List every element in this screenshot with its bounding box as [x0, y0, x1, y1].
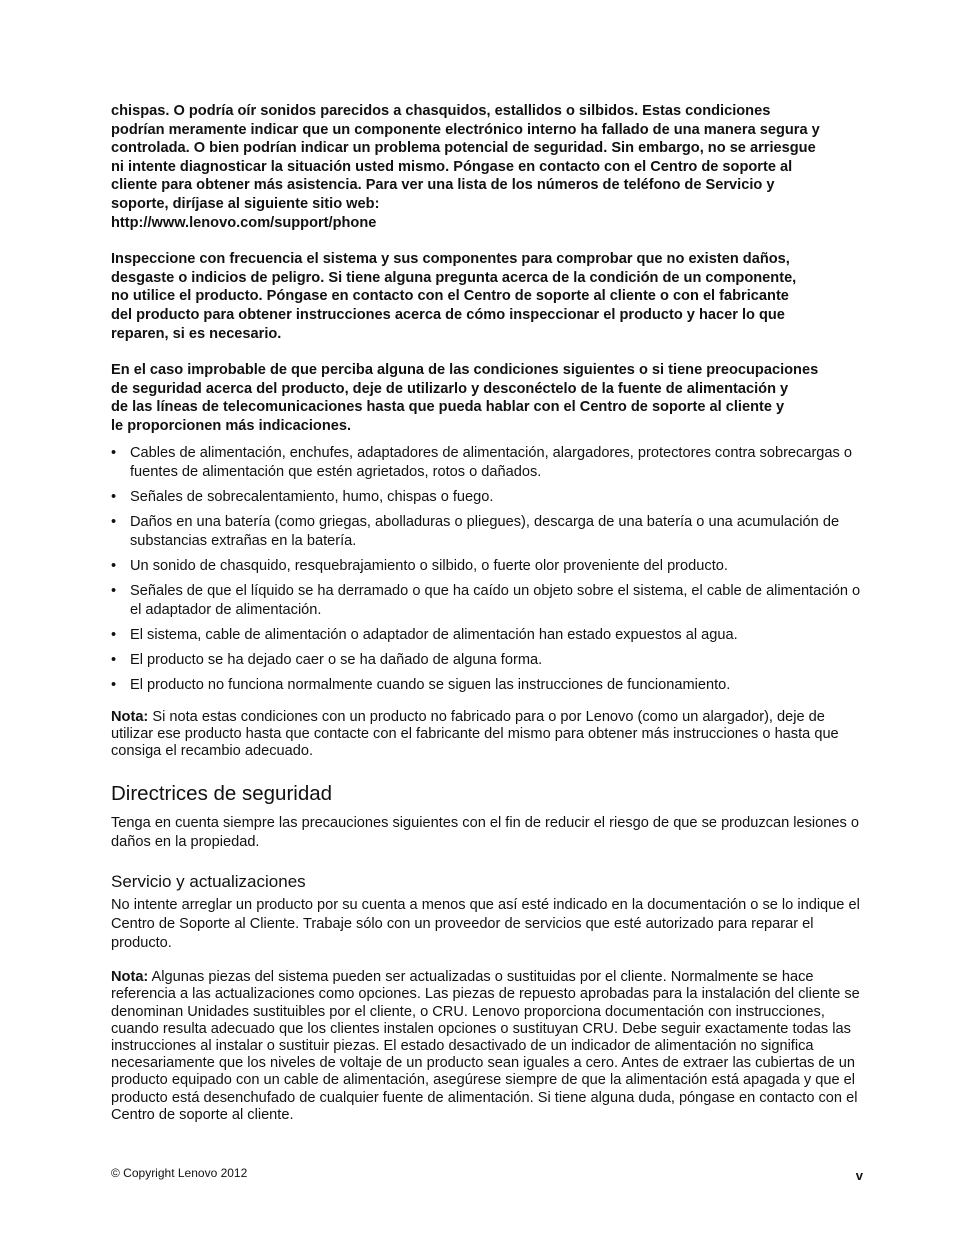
text-line: desgaste o indicios de peligro. Si tiene alguna pregunta acerca de la condición de un componente,: [111, 269, 797, 286]
list-item: [111, 676, 866, 695]
text-line: de seguridad acerca del producto, deje de utilizarlo y desconéctelo de la fuente de alimentación y: [111, 380, 789, 397]
text-line: no utilice el producto. Póngase en contacto con el Centro de soporte al cliente o con el fabricante: [111, 288, 789, 305]
intro-warning-paragraph: [111, 102, 866, 232]
text-line: controlada. O bien podrían indicar un problema potencial de seguridad. Sin embargo, no se arriesgue: [111, 140, 816, 157]
note-text: Algunas piezas del sistema pueden ser actualizadas o sustituidas por el cliente. Normalmente se hace referencia a las actualizaciones como opciones. Las piezas de repuesto aprobadas para la instalación del cliente se denominan Unidades sustituibles por el cliente, o CRU. Lenovo proporciona documentación con instrucciones, cuando resulta adecuado que los clientes instalen opciones o sustituyan CRU. Debe seguir exactamente todas las instrucciones al instalar o sustituir piezas. El estado desactivado de un indicador de alimentación no significa necesariamente que los niveles de voltaje de un producto sean iguales a cero. Antes de extraer las cubiertas de un producto equipado con un cable de alimentación, asegúrese siempre de que la alimentación está apagada y que el producto está desenchufado de cualquier fuente de alimentación. Si tiene alguna duda, póngase en contacto con el Centro de soporte al cliente.: [111, 969, 860, 1123]
list-item: [111, 557, 866, 576]
note-paragraph: [111, 709, 866, 761]
text-line: chispas. O podría oír sonidos parecidos a chasquidos, estallidos o silbidos. Estas condiciones: [111, 103, 771, 119]
note-paragraph: [111, 969, 866, 1124]
page-number: v: [855, 1168, 863, 1183]
text-line: le proporcionen más indicaciones.: [111, 417, 352, 434]
text-line: del producto para obtener instrucciones acerca de cómo inspeccionar el producto y hacer lo que: [111, 306, 785, 323]
text-line: de las líneas de telecomunicaciones hasta que pueda hablar con el Centro de soporte al cliente y: [111, 399, 785, 416]
text-line: Inspeccione con frecuencia el sistema y sus componentes para comprobar que no existen daños,: [111, 251, 790, 268]
bullet-icon: •: [111, 651, 117, 668]
text-line: En el caso improbable de que perciba alguna de las condiciones siguientes o si tiene preocupaciones: [111, 362, 819, 379]
copyright-text: © Copyright Lenovo 2012: [111, 1166, 248, 1180]
list-item: [111, 513, 866, 551]
conditions-list: [111, 444, 866, 695]
list-item-text: Cables de alimentación, enchufes, adaptadores de alimentación, alargadores, protectores contra sobrecargas o fuentes de alimentación que estén agrietados, rotos o dañados.: [130, 444, 853, 480]
list-item: [111, 488, 866, 507]
list-item-text: El producto no funciona normalmente cuando se siguen las instrucciones de funcionamiento.: [130, 676, 731, 693]
conditions-paragraph: [111, 361, 866, 435]
note-label: Nota:: [111, 969, 149, 986]
list-item: [111, 651, 866, 670]
text-line: soporte, diríjase al siguiente sitio web:: [111, 195, 380, 212]
bullet-icon: •: [111, 444, 117, 461]
list-item-text: El sistema, cable de alimentación o adaptador de alimentación han estado expuestos al agua.: [130, 626, 738, 643]
section-title: Directrices de seguridad: [111, 782, 333, 806]
text-line: podrían meramente indicar que un componente electrónico interno ha fallado de una manera segura y: [111, 121, 820, 138]
text-line: cliente para obtener más asistencia. Para ver una lista de los números de teléfono de Servicio y: [111, 177, 775, 194]
note-label: Nota:: [111, 708, 149, 725]
bullet-icon: •: [111, 557, 117, 574]
bullet-icon: •: [111, 582, 117, 599]
subsection-text: No intente arreglar un producto por su cuenta a menos que así esté indicado en la documentación o se lo indique el Centro de Soporte al Cliente. Trabaje sólo con un proveedor de servicios que esté autorizado para reparar el producto.: [111, 897, 860, 952]
bullet-icon: •: [111, 513, 117, 530]
list-item-text: Daños en una batería (como griegas, abolladuras o pliegues), descarga de una batería o una acumulación de substancias extrañas en la batería.: [130, 513, 840, 549]
list-item-text: Señales de sobrecalentamiento, humo, chispas o fuego.: [130, 488, 494, 505]
list-item: [111, 444, 866, 482]
bullet-icon: •: [111, 626, 117, 643]
text-line: reparen, si es necesario.: [111, 325, 282, 342]
bullet-icon: •: [111, 488, 117, 505]
list-item-text: El producto se ha dejado caer o se ha dañado de alguna forma.: [130, 651, 543, 668]
inspect-paragraph: [111, 250, 866, 343]
list-item-text: Señales de que el líquido se ha derramado o que ha caído un objeto sobre el sistema, el cable de alimentación o el adaptador de alimentación.: [130, 582, 861, 618]
support-url: http://www.lenovo.com/support/phone: [111, 214, 377, 231]
note-text: Si nota estas condiciones con un producto no fabricado para o por Lenovo (como un alargador), deje de utilizar ese producto hasta que contacte con el fabricante del mismo para obtener más instrucciones o hasta que consiga el recambio adecuado.: [111, 708, 839, 759]
list-item: [111, 626, 866, 645]
list-item-text: Un sonido de chasquido, resquebrajamiento o silbido, o fuerte olor proveniente del producto.: [130, 557, 728, 574]
text-line: ni intente diagnosticar la situación usted mismo. Póngase en contacto con el Centro de soporte al: [111, 158, 793, 175]
page-body: [111, 102, 866, 1140]
section-intro: Tenga en cuenta siempre las precauciones siguientes con el fin de reducir el riesgo de que se produzcan lesiones o daños en la propiedad.: [111, 815, 859, 851]
bullet-icon: •: [111, 676, 117, 693]
subsection-title: Servicio y actualizaciones: [111, 872, 306, 892]
list-item: [111, 582, 866, 620]
